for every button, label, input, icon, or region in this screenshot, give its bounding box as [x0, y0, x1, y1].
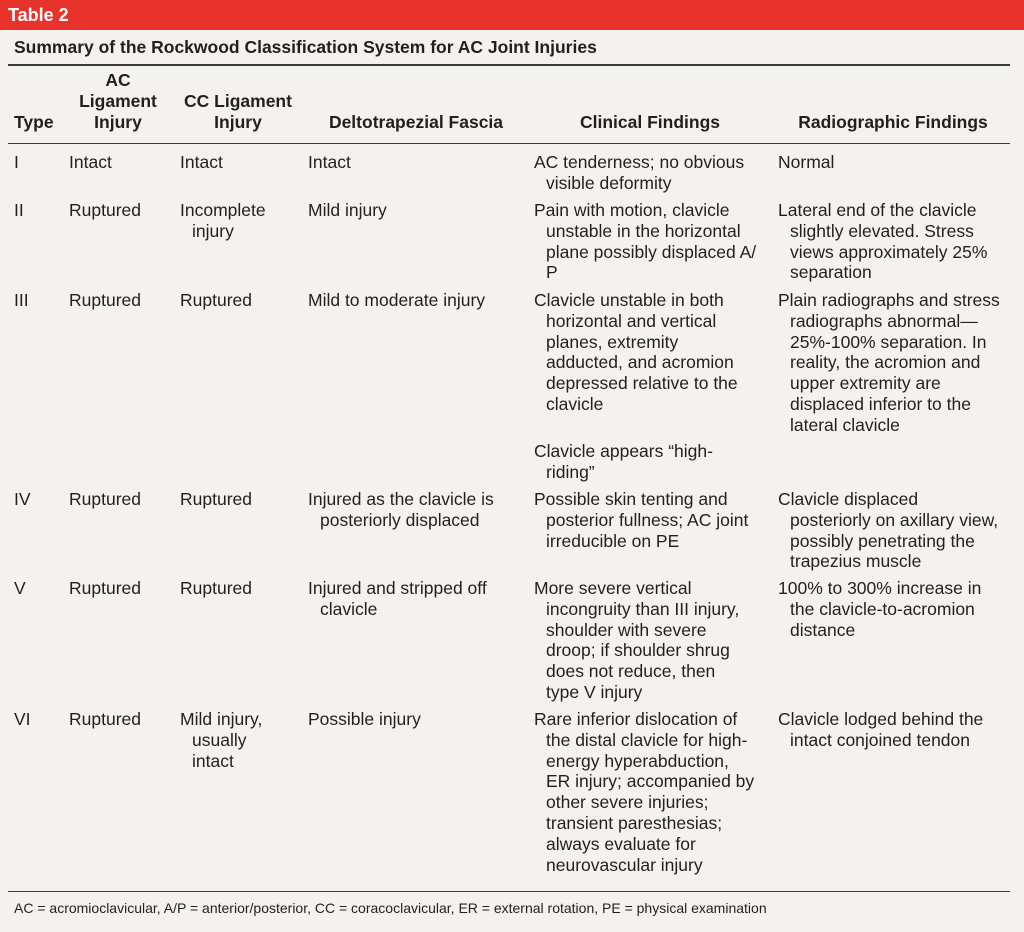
row-1-deltotrapezial: Intact: [308, 152, 351, 172]
row-1-cc: Intact: [180, 152, 223, 172]
row-5-type: V: [14, 578, 26, 598]
header-radiographic-findings: Radiographic Findings: [798, 112, 988, 132]
footer-divider: [8, 891, 1010, 892]
header-type: Type: [14, 112, 54, 132]
row-6-radiographic: Clavicle lodged behind the intact conjoined tendon: [778, 709, 984, 750]
row-2-deltotrapezial: Mild injury: [308, 200, 387, 220]
row-5-clinical: More severe vertical incongruity than III injury, shoulder with severe droop; if shoulder shrug does not reduce, then type V injury: [534, 578, 740, 702]
table-label: Table 2: [8, 5, 69, 25]
table-label-banner: [0, 0, 1024, 30]
row-1-radiographic: Normal: [778, 152, 835, 172]
row-1-ac: Intact: [69, 152, 112, 172]
row-6-clinical: Rare inferior dislocation of the distal clavicle for high- energy hyperabduction, ER injury; accompanied by other severe injuries; transient paresthesias; always evaluate for neurovascular injury: [534, 709, 755, 875]
row-5-ac: Ruptured: [69, 578, 141, 598]
header-divider: [8, 143, 1010, 144]
row-5-cc: Ruptured: [180, 578, 252, 598]
header-clinical-findings: Clinical Findings: [579, 112, 720, 132]
row-4-ac: Ruptured: [69, 489, 141, 509]
row-3-clinical-note: Clavicle appears “high- riding”: [534, 441, 713, 482]
row-3-cc: Ruptured: [180, 290, 252, 310]
row-3-clinical: Clavicle unstable in both horizontal and vertical planes, extremity adducted, and acromion depressed relative to the clavicle: [534, 290, 738, 414]
row-6-type: VI: [14, 709, 31, 729]
row-4-type: IV: [14, 489, 31, 509]
row-4-radiographic: Clavicle displaced posteriorly on axillary view, possibly penetrating the trapezius muscle: [778, 489, 999, 572]
row-3-deltotrapezial: Mild to moderate injury: [308, 290, 486, 310]
header-cc-ligament: CC Ligament Injury: [184, 91, 292, 132]
row-2-type: II: [14, 200, 24, 220]
row-3-ac: Ruptured: [69, 290, 141, 310]
row-6-deltotrapezial: Possible injury: [308, 709, 421, 729]
row-5-deltotrapezial: Injured and stripped off clavicle: [308, 578, 487, 619]
row-6-ac: Ruptured: [69, 709, 141, 729]
header-ac-ligament: AC Ligament Injury: [79, 70, 157, 132]
row-3-type: III: [14, 290, 29, 310]
row-2-ac: Ruptured: [69, 200, 141, 220]
table-footnote: AC = acromioclavicular, A/P = anterior/posterior, CC = coracoclavicular, ER = external rotation, PE = physical examination: [14, 900, 767, 916]
title-divider: [8, 64, 1010, 66]
row-4-cc: Ruptured: [180, 489, 252, 509]
row-1-clinical: AC tenderness; no obvious visible deformity: [534, 152, 745, 193]
table-title: Summary of the Rockwood Classification System for AC Joint Injuries: [14, 37, 597, 57]
row-6-cc: Mild injury, usually intact: [180, 709, 263, 771]
row-5-radiographic: 100% to 300% increase in the clavicle-to-acromion distance: [778, 578, 982, 640]
header-deltotrapezial-fascia: Deltotrapezial Fascia: [328, 112, 504, 132]
row-2-clinical: Pain with motion, clavicle unstable in the horizontal plane possibly displaced A/ P: [534, 200, 757, 283]
row-3-radiographic: Plain radiographs and stress radiographs abnormal— 25%-100% separation. In reality, the acromion and upper extremity are displaced inferior to the lateral clavicle: [778, 290, 1000, 435]
row-4-clinical: Possible skin tenting and posterior fullness; AC joint irreducible on PE: [534, 489, 749, 551]
row-2-radiographic: Lateral end of the clavicle slightly elevated. Stress views approximately 25% separation: [778, 200, 988, 283]
row-1-type: I: [14, 152, 19, 172]
row-2-cc: Incomplete injury: [180, 200, 266, 241]
row-4-deltotrapezial: Injured as the clavicle is posteriorly displaced: [308, 489, 494, 530]
